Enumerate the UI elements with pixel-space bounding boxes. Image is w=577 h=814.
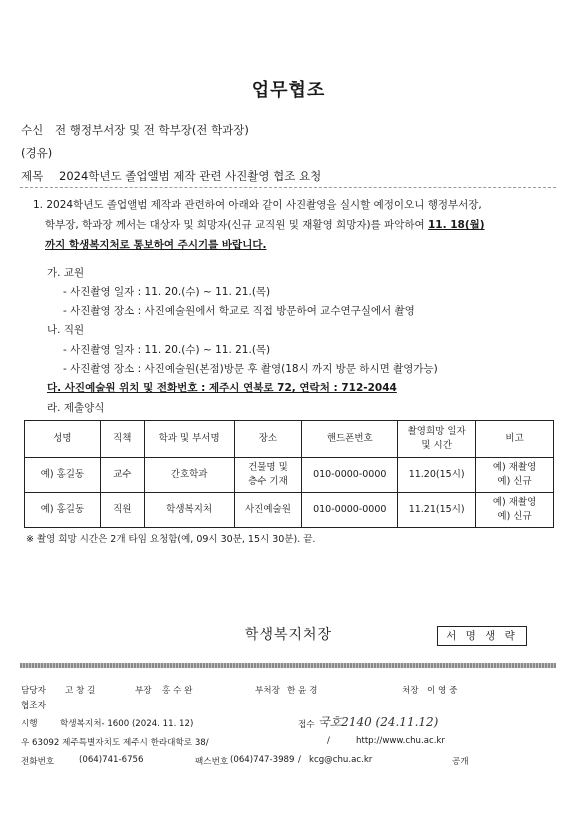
cell-place: 건물명 및 층수 기재 xyxy=(234,458,302,493)
recipient-label: 수신 xyxy=(21,123,44,137)
sender-title: 학생복지처장 xyxy=(244,627,333,643)
cell-department: 학생복지처 xyxy=(144,493,234,528)
via-line: (경유) xyxy=(21,146,53,160)
enforce-label: 시행 xyxy=(21,719,38,729)
header-remarks: 비고 xyxy=(476,421,554,458)
table-row xyxy=(25,493,554,528)
section-ga-date: - 사진촬영 일자 : 11. 20.(수) ~ 11. 21.(목) xyxy=(63,286,271,298)
enforce-value: 학생복지처- 1600 (2024. 11. 12) xyxy=(60,719,194,729)
section-na-label: 나. 직원 xyxy=(47,324,85,336)
cell-position: 교수 xyxy=(100,458,144,493)
signature-omitted-box: 서 명 생 략 xyxy=(437,626,527,646)
section-na-place: - 사진촬영 장소 : 사진예술원(본점)방문 후 촬영(18시 까지 방문 하시면 촬영가능) xyxy=(63,363,438,375)
receipt-handwritten-number: 국호2140 (24.11.12) xyxy=(318,715,439,729)
section-na-date: - 사진촬영 일자 : 11. 20.(수) ~ 11. 21.(목) xyxy=(63,344,271,356)
table-row xyxy=(25,458,554,493)
cell-position: 직원 xyxy=(100,493,144,528)
paragraph-1-line-1: 1. 2024학년도 졸업앨범 제작과 관련하여 아래와 같이 사진촬영을 실시할 예정이오니 행정부서장, xyxy=(33,199,482,211)
phone-label: 전화번호 xyxy=(21,757,55,767)
receipt-label: 접수 xyxy=(298,720,315,730)
section-ga-label: 가. 교원 xyxy=(47,267,85,279)
footer-divider xyxy=(20,663,556,668)
section-ra-label: 라. 제출양식 xyxy=(47,402,105,414)
public-label: 공개 xyxy=(452,757,469,767)
cell-name: 예) 홍길동 xyxy=(25,458,101,493)
cell-preferred-time: 11.20(15시) xyxy=(398,458,476,493)
staff-name: 고 창 길 xyxy=(65,686,96,696)
email-address: kcg@chu.ac.kr xyxy=(309,755,373,765)
cell-remarks: 예) 재촬영 예) 신규 xyxy=(476,493,554,528)
cell-remarks: 예) 재촬영 예) 신규 xyxy=(476,458,554,493)
email-separator: / xyxy=(298,755,301,765)
fax-number: (064)747-3989 xyxy=(230,755,295,765)
manager-label: 부장 xyxy=(135,686,152,696)
section-ga-place: - 사진촬영 장소 : 사진예술원에서 학교로 직접 방문하여 교수연구실에서 촬영 xyxy=(63,305,415,317)
paragraph-1-line-3: 까지 학생복지처로 통보하여 주시기를 바랍니다. xyxy=(45,239,267,251)
homepage-url: http://www.chu.ac.kr xyxy=(356,736,445,746)
header-preferred-time: 촬영희망 일자 및 시간 xyxy=(398,421,476,458)
staff-label: 담당자 xyxy=(21,686,46,696)
cooperator-label: 협조자 xyxy=(21,701,46,711)
subject-value: 2024학년도 졸업앨범 제작 관련 사진촬영 협조 요청 xyxy=(59,169,322,183)
recipient-value: 전 행정부서장 및 전 학부장(전 학과장) xyxy=(55,123,249,137)
paragraph-1-line-2-text: 학부장, 학과장 께서는 대상자 및 희망자(신규 교직원 및 재활영 희망자)를 파악하여 xyxy=(45,219,428,231)
head-label: 처장 xyxy=(402,686,419,696)
postal-address: 우 63092 제주특별자치도 제주시 한라대학로 38/ xyxy=(21,738,209,748)
cell-phone: 010-0000-0000 xyxy=(302,458,398,493)
cell-phone: 010-0000-0000 xyxy=(302,493,398,528)
paragraph-1-line-2 xyxy=(45,217,485,232)
header-position: 직책 xyxy=(100,421,144,458)
header-name: 성명 xyxy=(25,421,101,458)
subject-label: 제목 xyxy=(21,169,44,183)
url-separator: / xyxy=(327,736,330,746)
deputy-name: 한 윤 경 xyxy=(287,686,318,696)
deputy-label: 부처장 xyxy=(255,686,280,696)
time-request-note: ※ 촬영 희망 시간은 2개 타임 요청함(예, 09시 30분, 15시 30분). 끝. xyxy=(26,534,316,545)
subject-divider xyxy=(20,187,556,188)
cell-preferred-time: 11.21(15시) xyxy=(398,493,476,528)
deadline-date: 11. 18(월) xyxy=(427,219,485,231)
header-phone: 핸드폰번호 xyxy=(302,421,398,458)
cell-name: 예) 홍길동 xyxy=(25,493,101,528)
cell-place: 사진예술원 xyxy=(234,493,302,528)
head-name: 이 영 중 xyxy=(427,686,458,696)
phone-number: (064)741-6756 xyxy=(79,755,144,765)
fax-label: 팩스번호 xyxy=(195,757,229,767)
document-title: 업무협조 xyxy=(251,80,326,101)
table-header-row xyxy=(25,421,554,458)
section-da-line: 다. 사진예술원 위치 및 전화번호 : 제주시 연북로 72, 연락처 : 712-2044 xyxy=(47,382,397,394)
header-place: 장소 xyxy=(234,421,302,458)
submission-form-table xyxy=(24,420,554,528)
header-department: 학과 및 부서명 xyxy=(144,421,234,458)
cell-department: 간호학과 xyxy=(144,458,234,493)
manager-name: 홍 수 완 xyxy=(162,686,193,696)
